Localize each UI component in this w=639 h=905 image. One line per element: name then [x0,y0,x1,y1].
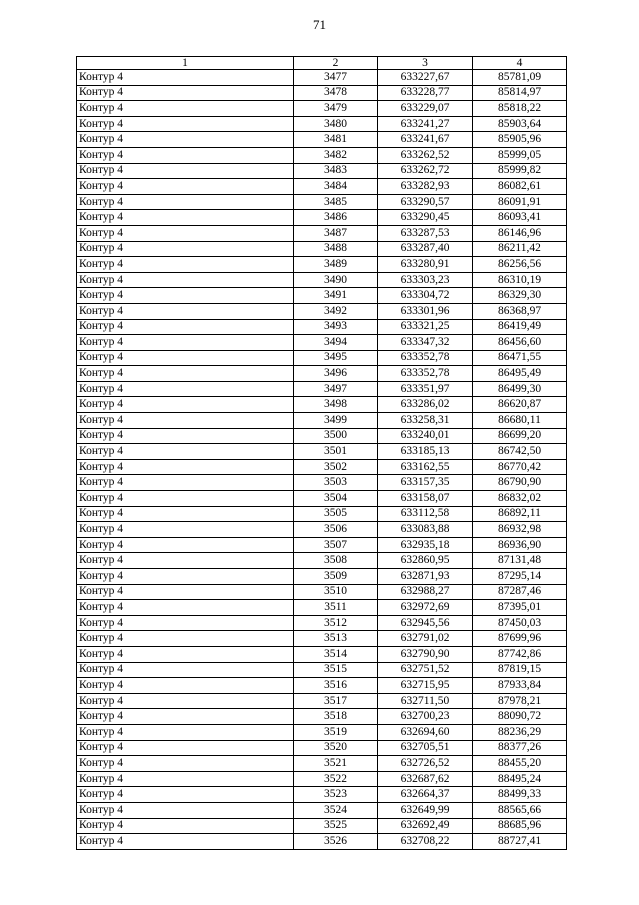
table-row [77,631,567,647]
table-row [77,225,567,241]
x-coordinate-cell: 633157,35 [378,475,473,491]
point-number-cell: 3509 [294,569,378,585]
x-coordinate-cell: 633351,97 [378,381,473,397]
point-number-cell: 3487 [294,225,378,241]
y-coordinate-cell: 86082,61 [473,179,567,195]
table-row [77,771,567,787]
x-coordinate-cell: 633241,67 [378,132,473,148]
x-coordinate-cell: 632649,99 [378,802,473,818]
table-row [77,818,567,834]
point-number-cell: 3521 [294,756,378,772]
contour-cell: Контур 4 [77,771,294,787]
contour-cell: Контур 4 [77,366,294,382]
x-coordinate-cell: 632694,60 [378,724,473,740]
table-row [77,491,567,507]
table-row [77,428,567,444]
point-number-cell: 3508 [294,553,378,569]
point-number-cell: 3522 [294,771,378,787]
x-coordinate-cell: 632700,23 [378,709,473,725]
contour-cell: Контур 4 [77,288,294,304]
point-number-cell: 3507 [294,537,378,553]
table-row [77,381,567,397]
x-coordinate-cell: 632726,52 [378,756,473,772]
x-coordinate-cell: 632791,02 [378,631,473,647]
column-header-1: 1 [77,57,294,70]
point-number-cell: 3477 [294,70,378,86]
table-row [77,802,567,818]
table-row [77,444,567,460]
contour-cell: Контур 4 [77,413,294,429]
y-coordinate-cell: 88495,24 [473,771,567,787]
coordinates-table [76,56,567,850]
x-coordinate-cell: 633286,02 [378,397,473,413]
y-coordinate-cell: 85999,05 [473,147,567,163]
table-row [77,179,567,195]
table-row [77,724,567,740]
y-coordinate-cell: 86620,87 [473,397,567,413]
contour-cell: Контур 4 [77,569,294,585]
x-coordinate-cell: 633262,52 [378,147,473,163]
point-number-cell: 3526 [294,834,378,850]
contour-cell: Контур 4 [77,631,294,647]
x-coordinate-cell: 633112,58 [378,506,473,522]
table-row [77,303,567,319]
x-coordinate-cell: 632860,95 [378,553,473,569]
table-row [77,553,567,569]
contour-cell: Контур 4 [77,335,294,351]
y-coordinate-cell: 85905,96 [473,132,567,148]
x-coordinate-cell: 633347,32 [378,335,473,351]
y-coordinate-cell: 85814,97 [473,85,567,101]
table-row [77,350,567,366]
x-coordinate-cell: 632988,27 [378,584,473,600]
x-coordinate-cell: 633301,96 [378,303,473,319]
point-number-cell: 3518 [294,709,378,725]
x-coordinate-cell: 633083,88 [378,522,473,538]
point-number-cell: 3505 [294,506,378,522]
point-number-cell: 3510 [294,584,378,600]
contour-cell: Контур 4 [77,116,294,132]
y-coordinate-cell: 86932,98 [473,522,567,538]
contour-cell: Контур 4 [77,210,294,226]
y-coordinate-cell: 85781,09 [473,70,567,86]
y-coordinate-cell: 86256,56 [473,257,567,273]
y-coordinate-cell: 88455,20 [473,756,567,772]
y-coordinate-cell: 86790,90 [473,475,567,491]
y-coordinate-cell: 88377,26 [473,740,567,756]
x-coordinate-cell: 632664,37 [378,787,473,803]
table-row [77,397,567,413]
y-coordinate-cell: 87819,15 [473,662,567,678]
y-coordinate-cell: 86742,50 [473,444,567,460]
table-row [77,132,567,148]
point-number-cell: 3478 [294,85,378,101]
point-number-cell: 3480 [294,116,378,132]
table-row [77,600,567,616]
contour-cell: Контур 4 [77,132,294,148]
point-number-cell: 3515 [294,662,378,678]
x-coordinate-cell: 633241,27 [378,116,473,132]
contour-cell: Контур 4 [77,257,294,273]
x-coordinate-cell: 633287,40 [378,241,473,257]
y-coordinate-cell: 86456,60 [473,335,567,351]
y-coordinate-cell: 86419,49 [473,319,567,335]
table-row [77,662,567,678]
x-coordinate-cell: 632711,50 [378,693,473,709]
y-coordinate-cell: 86770,42 [473,459,567,475]
y-coordinate-cell: 86093,41 [473,210,567,226]
x-coordinate-cell: 633158,07 [378,491,473,507]
table-row [77,366,567,382]
x-coordinate-cell: 633304,72 [378,288,473,304]
x-coordinate-cell: 632705,51 [378,740,473,756]
x-coordinate-cell: 632692,49 [378,818,473,834]
y-coordinate-cell: 88727,41 [473,834,567,850]
table-header-row [77,57,567,70]
column-header-4: 4 [473,57,567,70]
table-row [77,147,567,163]
table-row [77,537,567,553]
table-row [77,475,567,491]
table-row [77,335,567,351]
point-number-cell: 3504 [294,491,378,507]
table-row [77,506,567,522]
table-row [77,584,567,600]
point-number-cell: 3502 [294,459,378,475]
table-row [77,834,567,850]
table-row [77,85,567,101]
contour-cell: Контур 4 [77,179,294,195]
x-coordinate-cell: 632945,56 [378,615,473,631]
point-number-cell: 3499 [294,413,378,429]
y-coordinate-cell: 87395,01 [473,600,567,616]
point-number-cell: 3498 [294,397,378,413]
contour-cell: Контур 4 [77,444,294,460]
y-coordinate-cell: 86832,02 [473,491,567,507]
point-number-cell: 3523 [294,787,378,803]
point-number-cell: 3488 [294,241,378,257]
y-coordinate-cell: 87295,14 [473,569,567,585]
point-number-cell: 3517 [294,693,378,709]
point-number-cell: 3503 [294,475,378,491]
contour-cell: Контур 4 [77,85,294,101]
point-number-cell: 3489 [294,257,378,273]
contour-cell: Контур 4 [77,428,294,444]
point-number-cell: 3491 [294,288,378,304]
x-coordinate-cell: 633229,07 [378,101,473,117]
y-coordinate-cell: 86471,55 [473,350,567,366]
contour-cell: Контур 4 [77,600,294,616]
x-coordinate-cell: 632871,93 [378,569,473,585]
point-number-cell: 3492 [294,303,378,319]
x-coordinate-cell: 633240,01 [378,428,473,444]
contour-cell: Контур 4 [77,787,294,803]
point-number-cell: 3524 [294,802,378,818]
table-row [77,740,567,756]
point-number-cell: 3519 [294,724,378,740]
x-coordinate-cell: 632715,95 [378,678,473,694]
table-row [77,522,567,538]
y-coordinate-cell: 87978,21 [473,693,567,709]
table-body [77,70,567,850]
y-coordinate-cell: 86329,30 [473,288,567,304]
contour-cell: Контур 4 [77,506,294,522]
contour-cell: Контур 4 [77,459,294,475]
y-coordinate-cell: 87933,84 [473,678,567,694]
table-row [77,288,567,304]
page-number: 71 [313,17,326,32]
y-coordinate-cell: 86310,19 [473,272,567,288]
contour-cell: Контур 4 [77,537,294,553]
point-number-cell: 3496 [294,366,378,382]
point-number-cell: 3495 [294,350,378,366]
point-number-cell: 3486 [294,210,378,226]
y-coordinate-cell: 86146,96 [473,225,567,241]
x-coordinate-cell: 633352,78 [378,366,473,382]
x-coordinate-cell: 633280,91 [378,257,473,273]
y-coordinate-cell: 88236,29 [473,724,567,740]
contour-cell: Контур 4 [77,678,294,694]
x-coordinate-cell: 633287,53 [378,225,473,241]
contour-cell: Контур 4 [77,802,294,818]
point-number-cell: 3483 [294,163,378,179]
y-coordinate-cell: 87699,96 [473,631,567,647]
table-row [77,569,567,585]
y-coordinate-cell: 86499,30 [473,381,567,397]
table-row [77,459,567,475]
point-number-cell: 3520 [294,740,378,756]
contour-cell: Контур 4 [77,834,294,850]
table-row [77,413,567,429]
point-number-cell: 3516 [294,678,378,694]
y-coordinate-cell: 85903,64 [473,116,567,132]
x-coordinate-cell: 632751,52 [378,662,473,678]
y-coordinate-cell: 85999,82 [473,163,567,179]
point-number-cell: 3484 [294,179,378,195]
table-row [77,646,567,662]
point-number-cell: 3514 [294,646,378,662]
x-coordinate-cell: 633185,13 [378,444,473,460]
x-coordinate-cell: 633228,77 [378,85,473,101]
table-row [77,756,567,772]
x-coordinate-cell: 633352,78 [378,350,473,366]
contour-cell: Контур 4 [77,553,294,569]
contour-cell: Контур 4 [77,475,294,491]
y-coordinate-cell: 86892,11 [473,506,567,522]
y-coordinate-cell: 88565,66 [473,802,567,818]
table-row [77,787,567,803]
y-coordinate-cell: 88090,72 [473,709,567,725]
y-coordinate-cell: 86091,91 [473,194,567,210]
point-number-cell: 3500 [294,428,378,444]
contour-cell: Контур 4 [77,70,294,86]
table-row [77,194,567,210]
x-coordinate-cell: 633282,93 [378,179,473,195]
y-coordinate-cell: 86680,11 [473,413,567,429]
x-coordinate-cell: 633162,55 [378,459,473,475]
column-header-3: 3 [378,57,473,70]
point-number-cell: 3511 [294,600,378,616]
contour-cell: Контур 4 [77,241,294,257]
table-row [77,210,567,226]
contour-cell: Контур 4 [77,709,294,725]
contour-cell: Контур 4 [77,584,294,600]
table-row [77,116,567,132]
point-number-cell: 3497 [294,381,378,397]
y-coordinate-cell: 86936,90 [473,537,567,553]
y-coordinate-cell: 87131,48 [473,553,567,569]
y-coordinate-cell: 86495,49 [473,366,567,382]
point-number-cell: 3482 [294,147,378,163]
contour-cell: Контур 4 [77,724,294,740]
contour-cell: Контур 4 [77,381,294,397]
y-coordinate-cell: 88685,96 [473,818,567,834]
point-number-cell: 3481 [294,132,378,148]
table-row [77,101,567,117]
table-row [77,272,567,288]
contour-cell: Контур 4 [77,740,294,756]
point-number-cell: 3512 [294,615,378,631]
point-number-cell: 3513 [294,631,378,647]
y-coordinate-cell: 87287,46 [473,584,567,600]
contour-cell: Контур 4 [77,303,294,319]
contour-cell: Контур 4 [77,662,294,678]
y-coordinate-cell: 86699,20 [473,428,567,444]
contour-cell: Контур 4 [77,272,294,288]
table-row [77,709,567,725]
contour-cell: Контур 4 [77,319,294,335]
contour-cell: Контур 4 [77,693,294,709]
x-coordinate-cell: 632708,22 [378,834,473,850]
y-coordinate-cell: 87742,86 [473,646,567,662]
contour-cell: Контур 4 [77,818,294,834]
contour-cell: Контур 4 [77,350,294,366]
point-number-cell: 3525 [294,818,378,834]
point-number-cell: 3501 [294,444,378,460]
table-row [77,70,567,86]
table-row [77,615,567,631]
y-coordinate-cell: 86368,97 [473,303,567,319]
contour-cell: Контур 4 [77,163,294,179]
y-coordinate-cell: 85818,22 [473,101,567,117]
contour-cell: Контур 4 [77,646,294,662]
x-coordinate-cell: 633262,72 [378,163,473,179]
x-coordinate-cell: 632687,62 [378,771,473,787]
x-coordinate-cell: 632790,90 [378,646,473,662]
y-coordinate-cell: 87450,03 [473,615,567,631]
contour-cell: Контур 4 [77,615,294,631]
table-row [77,241,567,257]
column-header-2: 2 [294,57,378,70]
y-coordinate-cell: 86211,42 [473,241,567,257]
table-row [77,163,567,179]
x-coordinate-cell: 633321,25 [378,319,473,335]
y-coordinate-cell: 88499,33 [473,787,567,803]
x-coordinate-cell: 633290,45 [378,210,473,226]
table-row [77,319,567,335]
table-row [77,257,567,273]
x-coordinate-cell: 633227,67 [378,70,473,86]
point-number-cell: 3490 [294,272,378,288]
table-row [77,678,567,694]
x-coordinate-cell: 632972,69 [378,600,473,616]
x-coordinate-cell: 633258,31 [378,413,473,429]
point-number-cell: 3493 [294,319,378,335]
contour-cell: Контур 4 [77,101,294,117]
contour-cell: Контур 4 [77,147,294,163]
point-number-cell: 3485 [294,194,378,210]
x-coordinate-cell: 633290,57 [378,194,473,210]
contour-cell: Контур 4 [77,194,294,210]
point-number-cell: 3494 [294,335,378,351]
x-coordinate-cell: 633303,23 [378,272,473,288]
contour-cell: Контур 4 [77,225,294,241]
x-coordinate-cell: 632935,18 [378,537,473,553]
contour-cell: Контур 4 [77,756,294,772]
contour-cell: Контур 4 [77,522,294,538]
contour-cell: Контур 4 [77,491,294,507]
contour-cell: Контур 4 [77,397,294,413]
point-number-cell: 3479 [294,101,378,117]
point-number-cell: 3506 [294,522,378,538]
table-row [77,693,567,709]
